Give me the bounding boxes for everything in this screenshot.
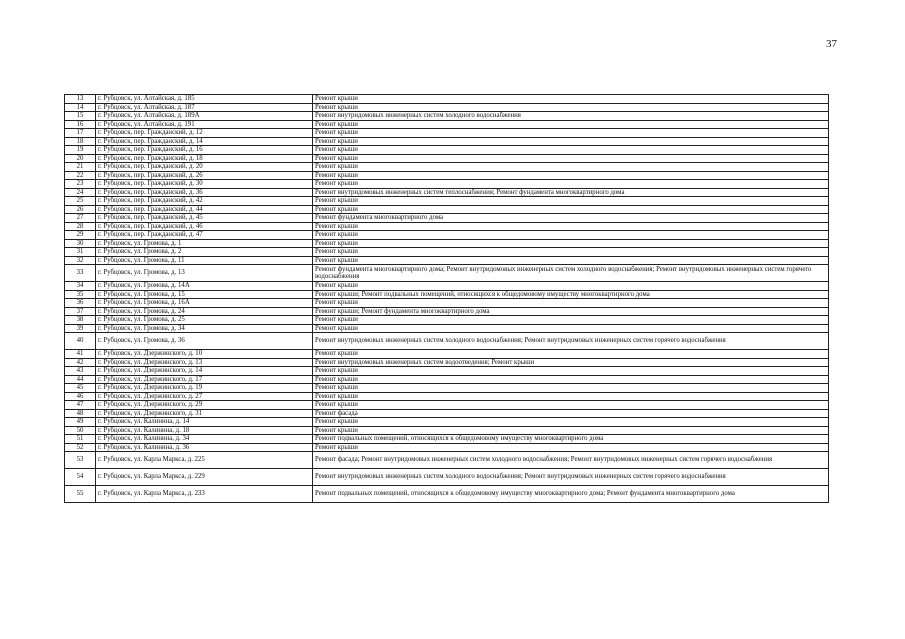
table-row [65,171,829,180]
row-number-cell: 52 [65,443,96,452]
table-row [65,282,829,291]
row-number-cell: 21 [65,163,96,172]
table-row [65,197,829,206]
table-row [65,435,829,444]
table-row [65,95,829,104]
address-cell: г. Рубцовск, ул. Громова, д. 14А [96,282,313,291]
works-cell: Ремонт крыши [313,367,829,376]
table-row [65,299,829,308]
address-cell: г. Рубцовск, пер. Гражданский, д. 26 [96,171,313,180]
address-cell: г. Рубцовск, ул. Дзержинского, д. 29 [96,401,313,410]
row-number-cell: 23 [65,180,96,189]
table-row [65,231,829,240]
address-cell: г. Рубцовск, ул. Дзержинского, д. 17 [96,375,313,384]
address-cell: г. Рубцовск, ул. Громова, д. 2 [96,248,313,257]
works-cell: Ремонт крыши [313,426,829,435]
address-cell: г. Рубцовск, ул. Дзержинского, д. 27 [96,392,313,401]
row-number-cell: 24 [65,188,96,197]
table-row [65,103,829,112]
works-cell: Ремонт крыши [313,418,829,427]
works-cell: Ремонт крыши [313,256,829,265]
address-cell: г. Рубцовск, ул. Алтайская, д. 191 [96,120,313,129]
table-row [65,290,829,299]
works-cell: Ремонт внутридомовых инженерных систем холодного водоснабжения [313,112,829,121]
works-cell: Ремонт крыши [313,103,829,112]
table-row [65,222,829,231]
table-row [65,205,829,214]
row-number-cell: 39 [65,324,96,333]
row-number-cell: 28 [65,222,96,231]
address-cell: г. Рубцовск, ул. Карла Маркса, д. 225 [96,452,313,469]
works-cell: Ремонт крыши [313,282,829,291]
row-number-cell: 20 [65,154,96,163]
address-cell: г. Рубцовск, пер. Гражданский, д. 18 [96,154,313,163]
works-cell: Ремонт крыши [313,384,829,393]
address-cell: г. Рубцовск, ул. Калинина, д. 36 [96,443,313,452]
table-row [65,367,829,376]
works-cell: Ремонт крыши [313,239,829,248]
row-number-cell: 17 [65,129,96,138]
row-number-cell: 25 [65,197,96,206]
address-cell: г. Рубцовск, пер. Гражданский, д. 30 [96,180,313,189]
table-row [65,426,829,435]
row-number-cell: 50 [65,426,96,435]
table-row [65,443,829,452]
row-number-cell: 43 [65,367,96,376]
works-cell: Ремонт внутридомовых инженерных систем теплоснабжения; Ремонт фундамента многоквартирного дома [313,188,829,197]
row-number-cell: 51 [65,435,96,444]
row-number-cell: 33 [65,265,96,282]
works-cell: Ремонт крыши [313,154,829,163]
row-number-cell: 26 [65,205,96,214]
works-cell: Ремонт крыши [313,401,829,410]
table-row [65,307,829,316]
address-cell: г. Рубцовск, ул. Дзержинского, д. 19 [96,384,313,393]
address-cell: г. Рубцовск, пер. Гражданский, д. 16 [96,146,313,155]
table-row [65,358,829,367]
table-row [65,409,829,418]
works-cell: Ремонт крыши [313,324,829,333]
address-cell: г. Рубцовск, пер. Гражданский, д. 47 [96,231,313,240]
works-cell: Ремонт фундамента многоквартирного дома [313,214,829,223]
works-cell: Ремонт крыши [313,163,829,172]
address-cell: г. Рубцовск, ул. Громова, д. 34 [96,324,313,333]
address-cell: г. Рубцовск, ул. Громова, д. 13 [96,265,313,282]
table-row [65,486,829,503]
address-cell: г. Рубцовск, ул. Дзержинского, д. 31 [96,409,313,418]
row-number-cell: 29 [65,231,96,240]
works-cell: Ремонт крыши [313,137,829,146]
row-number-cell: 14 [65,103,96,112]
row-number-cell: 15 [65,112,96,121]
works-cell: Ремонт крыши [313,375,829,384]
row-number-cell: 53 [65,452,96,469]
table-row [65,180,829,189]
address-cell: г. Рубцовск, ул. Калинина, д. 18 [96,426,313,435]
table-row [65,239,829,248]
table-row [65,401,829,410]
works-cell: Ремонт крыши [313,231,829,240]
table-row [65,214,829,223]
works-cell: Ремонт фундамента многоквартирного дома; Ремонт внутридомовых инженерных систем холодного водоснабжения; Ремонт внутридомовых инженерных систем горячего водоснабжения [313,265,829,282]
works-cell: Ремонт крыши [313,299,829,308]
works-cell: Ремонт внутридомовых инженерных систем холодного водоснабжения; Ремонт внутридомовых инженерных систем горячего водоснабжения [313,333,829,350]
table-row [65,137,829,146]
works-cell: Ремонт внутридомовых инженерных систем холодного водоснабжения; Ремонт внутридомовых инженерных систем горячего водоснабжения [313,469,829,486]
address-cell: г. Рубцовск, пер. Гражданский, д. 46 [96,222,313,231]
table-row [65,265,829,282]
row-number-cell: 38 [65,316,96,325]
table-row [65,384,829,393]
table-row [65,120,829,129]
row-number-cell: 45 [65,384,96,393]
works-cell: Ремонт крыши [313,129,829,138]
table-row [65,163,829,172]
works-cell: Ремонт крыши [313,392,829,401]
table-row [65,112,829,121]
table-row [65,188,829,197]
table-row [65,375,829,384]
table-row [65,333,829,350]
works-cell: Ремонт крыши [313,248,829,257]
address-cell: г. Рубцовск, ул. Алтайская, д. 187 [96,103,313,112]
works-cell: Ремонт крыши [313,350,829,359]
row-number-cell: 16 [65,120,96,129]
row-number-cell: 32 [65,256,96,265]
table-row [65,316,829,325]
row-number-cell: 44 [65,375,96,384]
table-row [65,392,829,401]
table-row [65,256,829,265]
table-row [65,324,829,333]
table-row [65,248,829,257]
address-cell: г. Рубцовск, ул. Громова, д. 11 [96,256,313,265]
address-cell: г. Рубцовск, ул. Громова, д. 16А [96,299,313,308]
row-number-cell: 18 [65,137,96,146]
row-number-cell: 37 [65,307,96,316]
row-number-cell: 47 [65,401,96,410]
address-cell: г. Рубцовск, ул. Алтайская, д. 189А [96,112,313,121]
works-cell: Ремонт крыши [313,443,829,452]
works-cell: Ремонт крыши [313,171,829,180]
works-cell: Ремонт фасада [313,409,829,418]
repair-works-table [64,94,829,503]
address-cell: г. Рубцовск, пер. Гражданский, д. 12 [96,129,313,138]
row-number-cell: 22 [65,171,96,180]
row-number-cell: 13 [65,95,96,104]
row-number-cell: 48 [65,409,96,418]
table-row [65,418,829,427]
works-cell: Ремонт подвальных помещений, относящихся к общедомовому имуществу многоквартирного дома [313,435,829,444]
works-cell: Ремонт крыши [313,316,829,325]
works-cell: Ремонт крыши [313,205,829,214]
table-body [65,95,829,503]
works-cell: Ремонт крыши [313,180,829,189]
works-cell: Ремонт фасада; Ремонт внутридомовых инженерных систем холодного водоснабжения; Ремонт внутридомовых инженерных систем горячего водоснабжения [313,452,829,469]
row-number-cell: 31 [65,248,96,257]
address-cell: г. Рубцовск, ул. Калинина, д. 14 [96,418,313,427]
works-cell: Ремонт крыши [313,222,829,231]
row-number-cell: 19 [65,146,96,155]
address-cell: г. Рубцовск, ул. Громова, д. 15 [96,290,313,299]
address-cell: г. Рубцовск, ул. Громова, д. 36 [96,333,313,350]
row-number-cell: 46 [65,392,96,401]
address-cell: г. Рубцовск, пер. Гражданский, д. 20 [96,163,313,172]
works-cell: Ремонт внутридомовых инженерных систем водоотведения; Ремонт крыши [313,358,829,367]
works-cell: Ремонт крыши [313,197,829,206]
address-cell: г. Рубцовск, ул. Громова, д. 1 [96,239,313,248]
works-cell: Ремонт крыши; Ремонт фундамента многоквартирного дома [313,307,829,316]
table-row [65,146,829,155]
address-cell: г. Рубцовск, ул. Громова, д. 24 [96,307,313,316]
address-cell: г. Рубцовск, ул. Карла Маркса, д. 229 [96,469,313,486]
row-number-cell: 42 [65,358,96,367]
row-number-cell: 36 [65,299,96,308]
works-cell: Ремонт крыши; Ремонт подвальных помещений, относящихся к общедомовому имуществу многоквартирного дома [313,290,829,299]
row-number-cell: 30 [65,239,96,248]
table-row [65,452,829,469]
table-row [65,350,829,359]
table-row [65,154,829,163]
row-number-cell: 35 [65,290,96,299]
table-row [65,129,829,138]
row-number-cell: 40 [65,333,96,350]
row-number-cell: 54 [65,469,96,486]
address-cell: г. Рубцовск, ул. Дзержинского, д. 10 [96,350,313,359]
address-cell: г. Рубцовск, пер. Гражданский, д. 36 [96,188,313,197]
page-number: 37 [826,38,837,50]
address-cell: г. Рубцовск, ул. Громова, д. 25 [96,316,313,325]
address-cell: г. Рубцовск, ул. Карла Маркса, д. 233 [96,486,313,503]
address-cell: г. Рубцовск, пер. Гражданский, д. 14 [96,137,313,146]
address-cell: г. Рубцовск, пер. Гражданский, д. 45 [96,214,313,223]
address-cell: г. Рубцовск, ул. Алтайская, д. 185 [96,95,313,104]
row-number-cell: 49 [65,418,96,427]
works-cell: Ремонт подвальных помещений, относящихся к общедомовому имуществу многоквартирного дома; Ремонт фундамента многоквартирного дома [313,486,829,503]
address-cell: г. Рубцовск, ул. Калинина, д. 34 [96,435,313,444]
address-cell: г. Рубцовск, ул. Дзержинского, д. 14 [96,367,313,376]
address-cell: г. Рубцовск, пер. Гражданский, д. 44 [96,205,313,214]
address-cell: г. Рубцовск, пер. Гражданский, д. 42 [96,197,313,206]
works-cell: Ремонт крыши [313,120,829,129]
table-row [65,469,829,486]
address-cell: г. Рубцовск, ул. Дзержинского, д. 13 [96,358,313,367]
row-number-cell: 34 [65,282,96,291]
row-number-cell: 41 [65,350,96,359]
row-number-cell: 55 [65,486,96,503]
works-cell: Ремонт крыши [313,146,829,155]
works-cell: Ремонт крыши [313,95,829,104]
row-number-cell: 27 [65,214,96,223]
